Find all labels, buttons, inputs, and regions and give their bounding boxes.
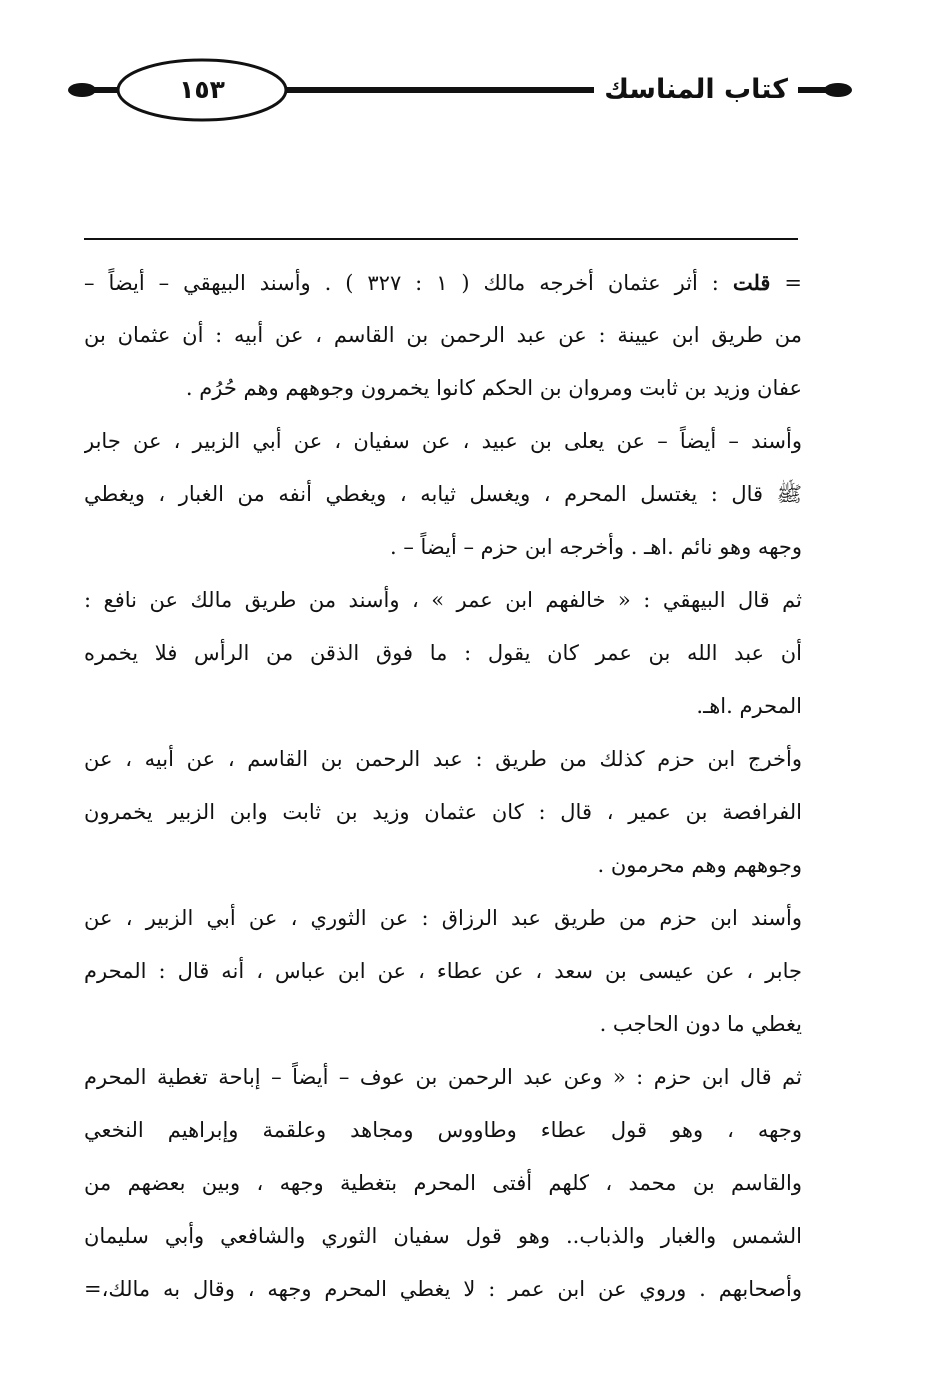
running-head-title: كتاب المناسك	[594, 70, 798, 110]
text-line: يغطي ما دون الحاجب .	[599, 1012, 802, 1036]
line-text: : أثر عثمان أخرجه مالك ( ١ : ٣٢٧ ) . وأسند البيهقي – أيضاً –	[84, 271, 733, 295]
footnote-separator-rule	[84, 238, 798, 240]
text-line: وجهه ، وهو قول عطاء وطاووس ومجاهد وعلقمة وإبراهيم النخعي	[84, 1118, 802, 1142]
text-line: ثم قال البيهقي : « خالفهم ابن عمر » ، وأسند من طريق مالك عن نافع :	[84, 588, 802, 612]
note-label: قلت	[732, 270, 771, 295]
text-line: جابر ، عن عيسى بن سعد ، عن عطاء ، عن ابن عباس ، أنه قال : المحرم	[84, 959, 802, 983]
text-line: المحرم .اهـ.	[696, 694, 802, 718]
text-line: ثم قال ابن حزم : « وعن عبد الرحمن بن عوف – أيضاً – إباحة تغطية المحرم	[84, 1065, 802, 1089]
footnote-text	[84, 256, 802, 1316]
text-line: وجهه وهو نائم .اهـ . وأخرجه ابن حزم – أيضاً – .	[389, 535, 802, 559]
text-line: والقاسم بن محمد ، كلهم أفتى المحرم بتغطية وجهه ، وبين بعضهم من	[84, 1171, 802, 1195]
line-prefix: =	[770, 271, 802, 295]
text-line: الفرافصة بن عمير ، قال : كان عثمان وزيد بن ثابت وابن الزبير يخمرون	[84, 800, 802, 824]
text-line: عفان وزيد بن ثابت ومروان بن الحكم كانوا يخمرون وجوههم وهم حُرُم .	[185, 376, 802, 400]
text-line: وجوههم وهم محرمون .	[597, 853, 802, 877]
page-number: ١٥٣	[179, 75, 225, 104]
text-line: وأخرج ابن حزم كذلك من طريق : عبد الرحمن بن القاسم ، عن أبيه ، عن	[84, 747, 802, 771]
text-line: الشمس والغبار والذباب.. وهو قول سفيان الثوري والشافعي وأبي سليمان	[84, 1224, 802, 1248]
text-line: وأصحابهم . وروي عن ابن عمر : لا يغطي المحرم وجهه ، وقال به مالك،=	[84, 1277, 802, 1301]
page-header	[60, 58, 860, 128]
text-line: وأسند – أيضاً – عن يعلى بن عبيد ، عن سفيان ، عن أبي الزبير ، عن جابر	[84, 429, 802, 453]
text-line: ﷺ قال : يغتسل المحرم ، ويغسل ثيابه ، ويغطي أنفه من الغبار ، ويغطي	[84, 482, 802, 506]
text-line	[84, 256, 802, 309]
text-line: من طريق ابن عيينة : عن عبد الرحمن بن القاسم ، عن أبيه : أن عثمان بن	[84, 323, 802, 347]
text-line: وأسند ابن حزم من طريق عبد الرزاق : عن الثوري ، عن أبي الزبير ، عن	[84, 906, 802, 930]
text-line: أن عبد الله بن عمر كان يقول : ما فوق الذقن من الرأس فلا يخمره	[84, 641, 802, 665]
